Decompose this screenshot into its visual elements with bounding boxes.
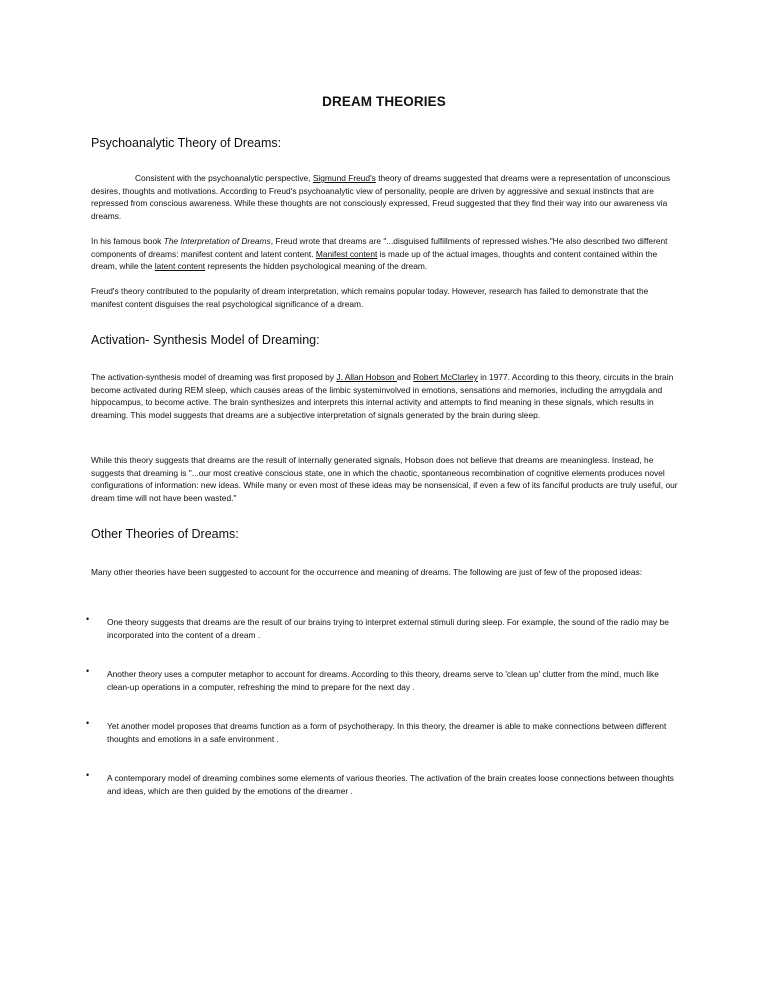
link-hobson[interactable]: J. Allan Hobson — [336, 372, 397, 382]
paragraph-text: , Freud wrote that dreams are "...disguised fulfillments of repressed wishes."He also described two different components of dreams: manifest content and latent content. — [91, 236, 668, 259]
paragraph-other-intro: Many other theories have been suggested to account for the occurrence and meaning of dreams. The following are just of few of the proposed ideas: — [91, 567, 643, 577]
paragraph-hobson-view: While this theory suggests that dreams are the result of internally generated signals, Hobson does not believe that dreams are meaningless. Instead, he suggests that dreaming is "...our most creative conscious state, one in which the chaotic, spontaneous recombination of cognitive elements produces novel configurations of information: new ideas. While many or even most of these ideas may be nonsensical, if even a few of its fanciful products are truly useful, our dream time will not have been wasted." — [91, 455, 678, 503]
book-title: The Interpretation of Dreams — [163, 236, 271, 246]
section-heading-activation-synthesis: Activation- Synthesis Model of Dreaming: — [91, 333, 320, 347]
list-item: Another theory uses a computer metaphor to account for dreams. According to this theory, dreams serve to 'clean up' clutter from the mind, much like clean-up operations in a computer, refreshing the mind to prepare for the next day . — [107, 669, 659, 692]
paragraph-freud-intro — [91, 172, 681, 222]
list-item: Yet another model proposes that dreams function as a form of psychotherapy. In this theory, the dreamer is able to make connections between different thoughts and emotions in a safe environment . — [107, 721, 667, 744]
paragraph-interpretation — [91, 235, 681, 273]
link-manifest-content[interactable]: Manifest content — [315, 248, 378, 259]
paragraph-text: represents the hidden psychological meaning of the dream. — [205, 261, 428, 272]
paragraph-text: in 1977. According to this theory, circuits in the brain become activated during REM sleep, which causes areas of the limbic systeminvolved in emotions, sensations and memories, including the amygdala and hippocampus, to become active. The brain synthesizes and interprets this internal activity and attempts to find meaning in these signals, which results in dreaming. This model suggests that dreams are a subjective interpretation of signals generated by the brain during sleep. — [91, 372, 674, 420]
link-sigmund-freud[interactable]: Sigmund Freud's — [312, 173, 376, 183]
section-heading-other-theories: Other Theories of Dreams: — [91, 527, 239, 541]
link-latent-content[interactable]: latent content — [154, 261, 206, 272]
paragraph-text: theory of dreams suggested that dreams were a representation of unconscious desires, thoughts and motivations. According to Freud's psychoanalytic view of personality, people are driven by aggressive and sexual instincts that are repressed from conscious awareness. While these thoughts are not consciously expressed, Freud suggested that they find their way into our awareness via dreams. — [91, 173, 671, 221]
bullet-marker: • — [86, 614, 90, 624]
paragraph-freud-popularity: Freud's theory contributed to the popularity of dream interpretation, which remains popular today. However, research has failed to demonstrate that the manifest content disguises the real psychological significance of a dream. — [91, 286, 649, 309]
section-heading-psychoanalytic: Psychoanalytic Theory of Dreams: — [91, 136, 282, 150]
bullet-marker: • — [86, 666, 90, 676]
paragraph-text: and — [396, 372, 414, 382]
paragraph-activation-synthesis — [91, 371, 681, 421]
paragraph-text: is made up of the actual images, thoughts and content contained within the dream, while the — [91, 248, 658, 272]
bullet-marker: • — [86, 770, 90, 780]
paragraph-text: Consistent with the psychoanalytic perspective, — [135, 173, 313, 183]
bullet-marker: • — [86, 718, 90, 728]
paragraph-text: The activation-synthesis model of dreaming was first proposed by — [91, 372, 337, 382]
list-item: A contemporary model of dreaming combines some elements of various theories. The activation of the brain creates loose connections between thoughts and ideas, which are then guided by the emotions of the dreamer . — [107, 773, 674, 796]
paragraph-text: In his famous book — [91, 236, 164, 246]
page-title: DREAM THEORIES — [322, 94, 446, 109]
list-item: One theory suggests that dreams are the result of our brains trying to interpret external stimuli during sleep. For example, the sound of the radio may be incorporated into the content of a dream . — [107, 617, 669, 640]
link-mcclarley[interactable]: Robert McClarley — [413, 372, 478, 382]
